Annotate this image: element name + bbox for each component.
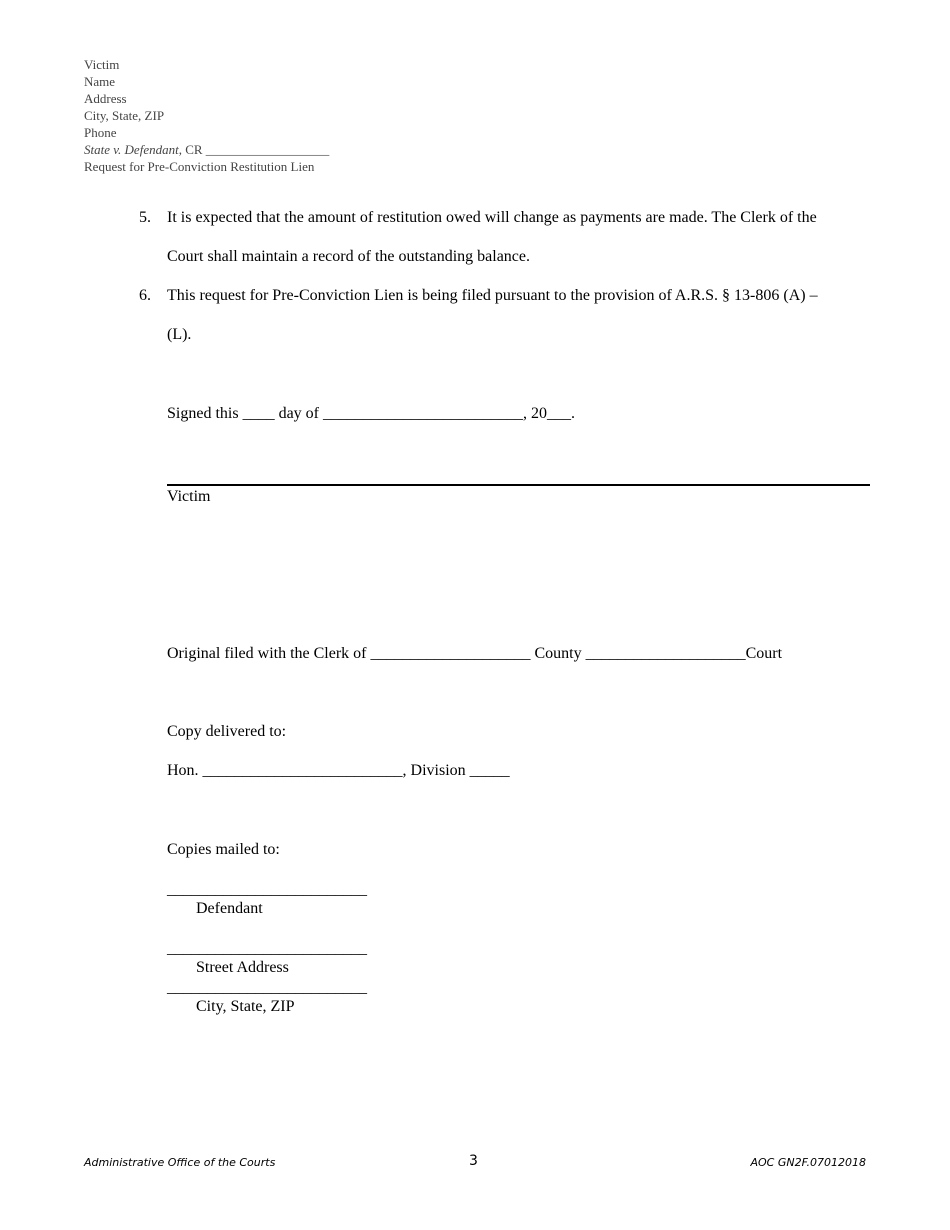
- item-5-line1: It is expected that the amount of restitution owed will change as payments are made. The Clerk of the: [167, 209, 817, 226]
- case-caption: State v. Defendant: [84, 142, 179, 157]
- item-6-line1: This request for Pre-Conviction Lien is being filed pursuant to the provision of A.R.S. § 13-806 (A) –: [167, 287, 818, 304]
- original-filed: Original filed with the Clerk of ____________________ County ____________________Court: [167, 645, 783, 662]
- signature-label: Victim: [167, 488, 211, 505]
- case-number: , CR ___________________: [178, 142, 330, 157]
- mailing-blank-street: _________________________: [167, 940, 367, 957]
- mailing-city: City, State, ZIP: [196, 998, 295, 1015]
- item-6-line2: (L).: [167, 326, 192, 343]
- hon-line: Hon. _________________________, Division _____: [167, 762, 510, 779]
- footer-office: Administrative Office of the Courts: [84, 1156, 276, 1169]
- header-block: [84, 56, 329, 175]
- item-6-number: 6.: [139, 287, 151, 304]
- header-address: Address: [84, 91, 127, 106]
- page-number: 3: [469, 1153, 478, 1169]
- header-doc-title: Request for Pre-Conviction Restitution Lien: [84, 159, 315, 174]
- mailing-defendant: Defendant: [196, 900, 263, 917]
- signed-line: Signed this ____ day of _________________________, 20___.: [167, 405, 575, 422]
- header-case: [84, 141, 329, 158]
- item-5-line2: Court shall maintain a record of the outstanding balance.: [167, 248, 530, 265]
- header-name: Name: [84, 74, 116, 89]
- copies-mailed: Copies mailed to:: [167, 841, 280, 858]
- signature-line: [167, 484, 870, 486]
- header-victim: Victim: [84, 57, 120, 72]
- header-city: City, State, ZIP: [84, 108, 165, 123]
- mailing-blank-city: _________________________: [167, 979, 367, 996]
- mailing-street: Street Address: [196, 959, 289, 976]
- mailing-blank-defendant: _________________________: [167, 881, 367, 898]
- item-5-number: 5.: [139, 209, 151, 226]
- header-phone: Phone: [84, 125, 117, 140]
- footer-form-code: AOC GN2F.07012018: [750, 1156, 866, 1169]
- copy-delivered: Copy delivered to:: [167, 723, 287, 740]
